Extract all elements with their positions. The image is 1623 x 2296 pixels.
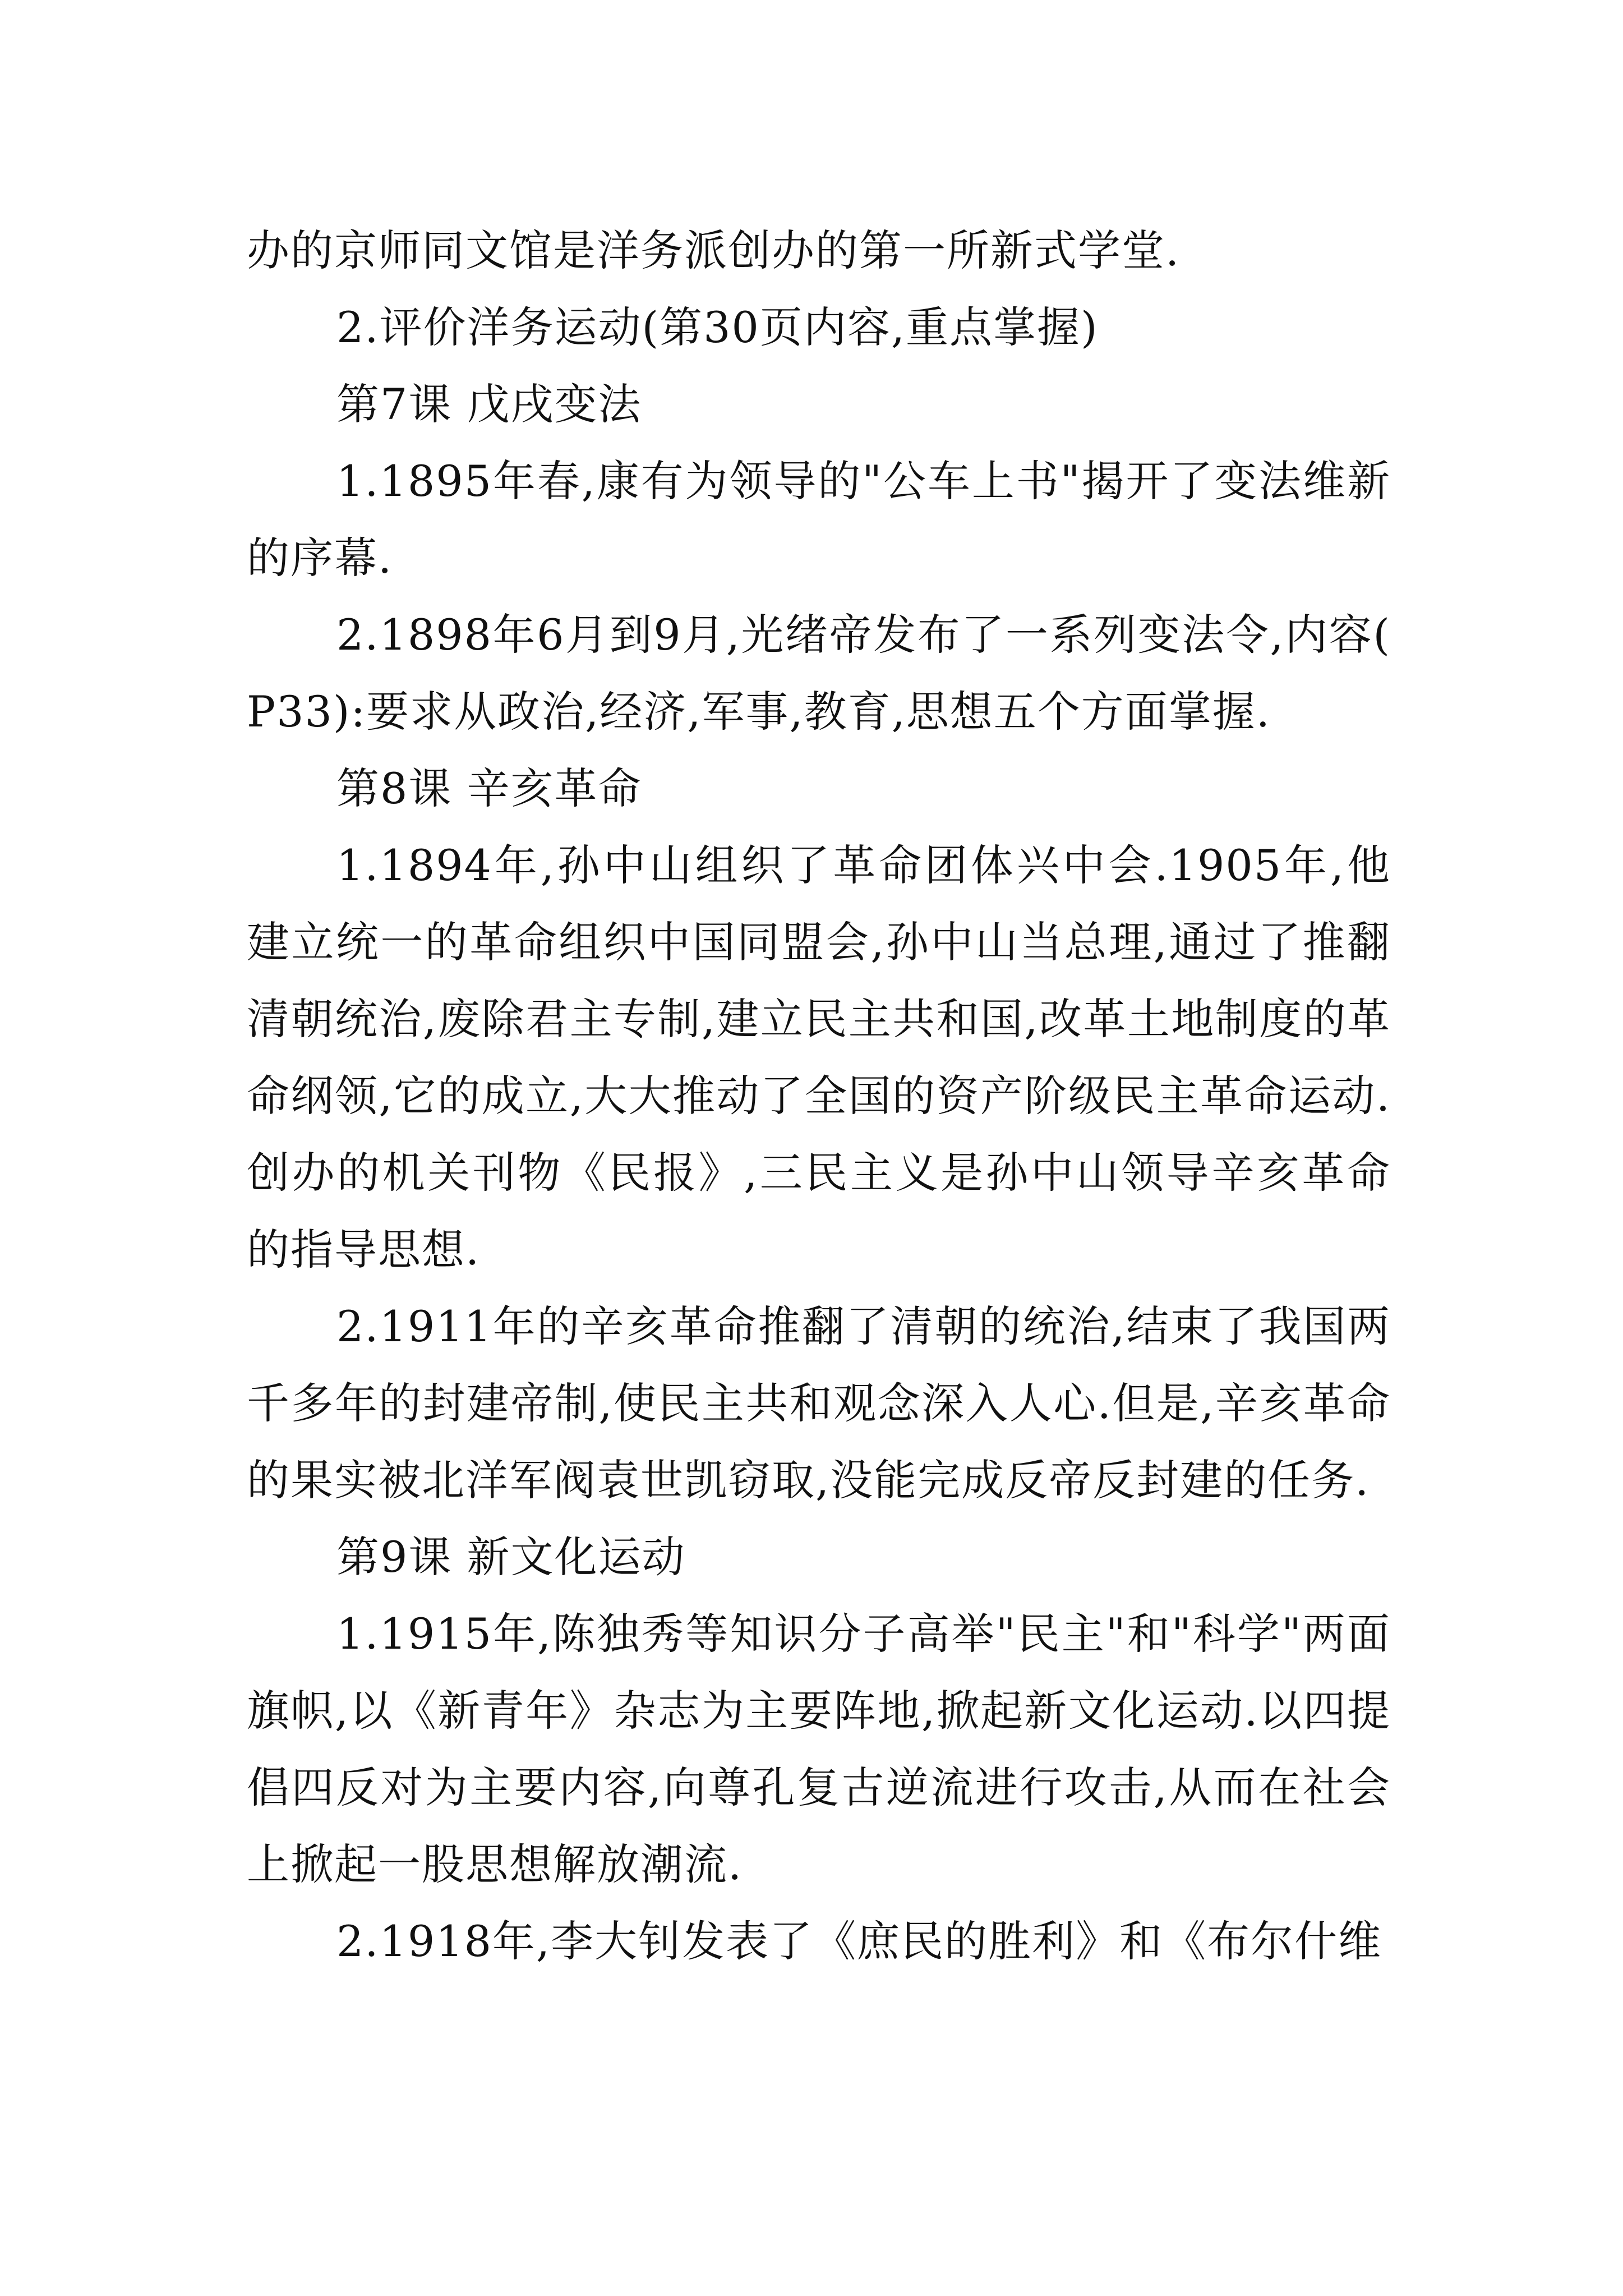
- paragraph-1911: 2.1911年的辛亥革命推翻了清朝的统治,结束了我国两千多年的封建帝制,使民主共和观念深入人心.但是,辛亥革命的果实被北洋军阀袁世凯窃取,没能完成反帝反封建的任务.: [247, 1301, 1391, 1505]
- paragraph-1918: 2.1918年,李大钊发表了《庶民的胜利》和《布尔什维: [336, 1916, 1382, 1966]
- paragraph-1898: 2.1898年6月到9月,光绪帝发布了一系列变法令,内容( P33):要求从政治,经济,军事,教育,思想五个方面掌握.: [247, 610, 1391, 737]
- paragraph-evaluate-westernization: 2.评价洋务运动(第30页内容,重点掌握): [336, 302, 1099, 352]
- paragraph-1894-1905: 1.1894年,孙中山组织了革命团体兴中会.1905年,他建立统一的革命组织中国同盟会,孙中山当总理,通过了推翻清朝统治,废除君主专制,建立民主共和国,改革土地制度的革命纲领,它的成立,大大推动了全国的资产阶级民主革命运动.创办的机关刊物《民报》,三民主义是孙中山领导辛亥革命的指导思想.: [247, 840, 1391, 1274]
- paragraph-1895: 1.1895年春,康有为领导的"公车上书"揭开了变法维新的序幕.: [247, 456, 1391, 583]
- lesson-7-heading: 第7课 戊戌变法: [336, 379, 642, 429]
- lesson-9-heading: 第9课 新文化运动: [336, 1532, 686, 1582]
- paragraph-1915: 1.1915年,陈独秀等知识分子高举"民主"和"科学"两面旗帜,以《新青年》杂志为主要阵地,掀起新文化运动.以四提倡四反对为主要内容,向尊孔复古逆流进行攻击,从而在社会上掀起一股思想解放潮流.: [247, 1609, 1391, 1889]
- document-body: [247, 212, 1391, 1980]
- paragraph-school-note: 办的京师同文馆是洋务派创办的第一所新式学堂.: [247, 226, 1181, 275]
- lesson-8-heading: 第8课 辛亥革命: [336, 763, 642, 813]
